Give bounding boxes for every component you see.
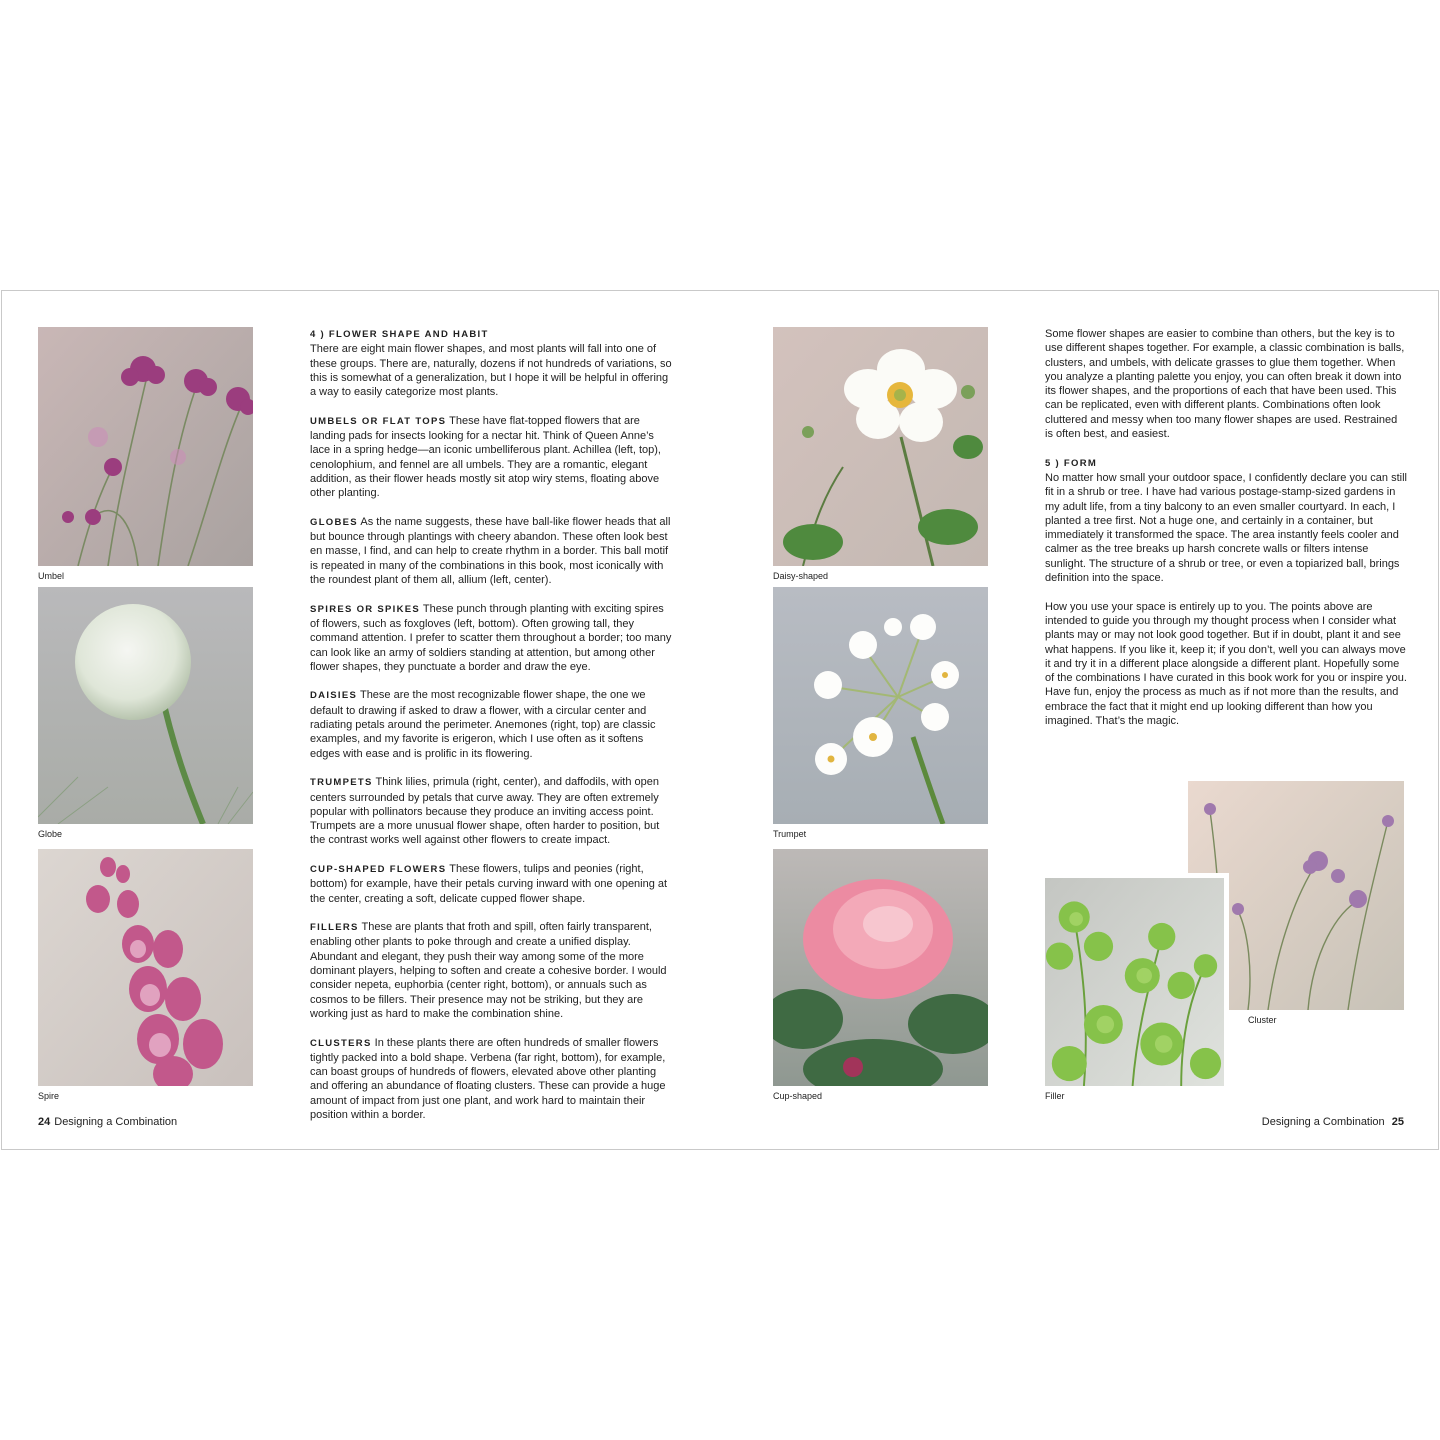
form-section: [1045, 456, 1407, 586]
intro-text: There are eight main flower shapes, and most plants will fall into one of these groups. There are, naturally, dozens if not hundreds of variations, so this is somewhat of a generalization, but I hope it will be helpful in offering a way to easily categorize most plants.: [310, 343, 672, 399]
section-daisies: DAISIES These are the most recognizable flower shape, the one we default to drawing if asked to draw a flower, with a circular center and radiating petals around the perimeter. Anemones (right, top) are classic examples, and my favorite is erigeron, which I use often as it softens edges with ease and is prolific in its flowering.: [310, 689, 656, 760]
umbel-caption: Umbel: [38, 571, 65, 581]
section-trumpets: TRUMPETS Think lilies, primula (right, center), and daffodils, with open centers surrounded by petals that curve away. They are often extremely popular with pollinators because they produce an inviting access point. Trumpets are a more unusual flower shape, often harder to position, but the contrast works well against other flowers to create impact.: [310, 776, 660, 847]
cluster-caption: Cluster: [1248, 1015, 1277, 1025]
left-folio: [38, 1116, 177, 1128]
section-clusters: CLUSTERS In these plants there are often hundreds of smaller flowers tightly packed into a bold shape. Verbena (far right, bottom), for example, can boast groups of hundreds of flowers, elevated above other planting and offering an abundance of floating clusters. These can provide a huge amount of impact from just one plant, and work hard to maintain their position within a border.: [310, 1036, 666, 1122]
right-para-1: Some flower shapes are easier to combine than others, but the key is to use different shapes together. For example, a classic combination is balls, clusters, and umbels, with delicate grasses to glue them together. When you analyze a planting palette you enjoy, you can often break it down into its flower shapes, and the proportions of each that have been used. This can be replicated, even with different plants. Combinations often look cluttered and messy when too many flower shapes are used. Restrained is often best, and easiest.: [1045, 328, 1405, 441]
form-text: No matter how small your outdoor space, I confidently declare you can still fit in a shrub or tree. I have had various postage-stamp-sized gardens in my adult life, from a tiny balcony to an even smaller courtyard. In each, I planted a tree first. Not a huge one, and certainly in a container, but immediately it transformed the space. The area instantly feels cooler and calmer as the tree breaks up harsh concrete walls or filters intense sunlight. The structure of a shrub or tree, or even a topiarized ball, brings definition into the space.: [1045, 471, 1407, 585]
section-globes: GLOBES As the name suggests, these have ball-like flower heads that all but bounce through plantings with cheery abandon. These often look best en masse, I find, and can help to create rhythm in a border. This ball motif is repeated in many of the combinations in this book, most iconically with the roundest plant of them all, allium (left, center).: [310, 515, 671, 587]
right-para-3: How you use your space is entirely up to you. The points above are intended to guide you through my thought process when I consider what plants may or may not look good together. But if in doubt, plant it and see what happens. If you like it, keep it; if you don’t, well you can always move it and try it in a different place alongside a different plant. Hopefully some of the combinations I have curated in this book work for you or inspire you. Have fun, enjoy the process as much as if not more than the results, and embrace the fact that it might end up looking different than how you imagined. That’s the magic.: [1045, 600, 1407, 728]
umbel-photo: [38, 327, 253, 566]
form-heading: 5 ) FORM: [1045, 457, 1098, 469]
filler-caption: Filler: [1045, 1091, 1065, 1101]
cup-caption: Cup-shaped: [773, 1091, 823, 1101]
right-page-number: 25: [1391, 1116, 1404, 1128]
filler-photo: [1045, 873, 1229, 1086]
flower-shape-heading: 4 ) FLOWER SHAPE AND HABIT: [310, 329, 489, 340]
section-umbels: UMBELS OR FLAT TOPS These have flat-topped flowers that are landing pads for insects looking for a nectar hit. Think of Queen Anne’s lace in a spring hedge—an iconic umbelliferous plant. Achillea (left, top), cenolophium, and fennel are all umbels. They are a romantic, elegant addition, as their flower heads mostly sit atop wiry stems, floating above other planting.: [310, 414, 661, 500]
spire-photo: [38, 849, 253, 1086]
daisy-photo: [773, 327, 988, 566]
book-spread: [1, 290, 1439, 1150]
section-spires: SPIRES OR SPIKES These punch through planting with exciting spires of flowers, such as foxgloves (left, bottom). Often growing tall, they command attention. I prefer to scatter them throughout a border; too many can look like an army of soldiers standing at attention, but among other flower shapes, they punctuate a border and draw the eye.: [310, 602, 672, 673]
left-text-column: [310, 327, 672, 1137]
right-running-title: Designing a Combination: [1261, 1116, 1385, 1128]
spire-caption: Spire: [38, 1091, 60, 1101]
trumpet-caption: Trumpet: [773, 829, 807, 839]
section-fillers: FILLERS These are plants that froth and spill, often fairly transparent, enabling other plants to poke through and create a unified display. Abundant and elegant, they push their way among some of the more dominant players, helping to soften and create a cohesive border. I would consider nepeta, euphorbia (center right, bottom), or annuals such as cosmos to be fillers. Their presence may not be striking, but they are working just as hard to make the combination shine.: [310, 921, 667, 1020]
globe-photo: [38, 587, 253, 824]
section-cup-shaped: CUP-SHAPED FLOWERS These flowers, tulips and peonies (right, bottom) for example, have their petals curving inward with one opening at the center, creating a soft, delicate cupped flower shape.: [310, 862, 668, 905]
left-intro: [310, 327, 672, 399]
left-running-title: Designing a Combination: [54, 1116, 178, 1128]
globe-caption: Globe: [38, 829, 63, 839]
right-folio: [1262, 1116, 1404, 1128]
left-page-number: 24: [38, 1116, 51, 1128]
trumpet-photo: [773, 587, 988, 824]
cup-photo: [773, 849, 988, 1086]
right-text-column: [1045, 327, 1407, 743]
daisy-caption: Daisy-shaped: [773, 571, 829, 581]
